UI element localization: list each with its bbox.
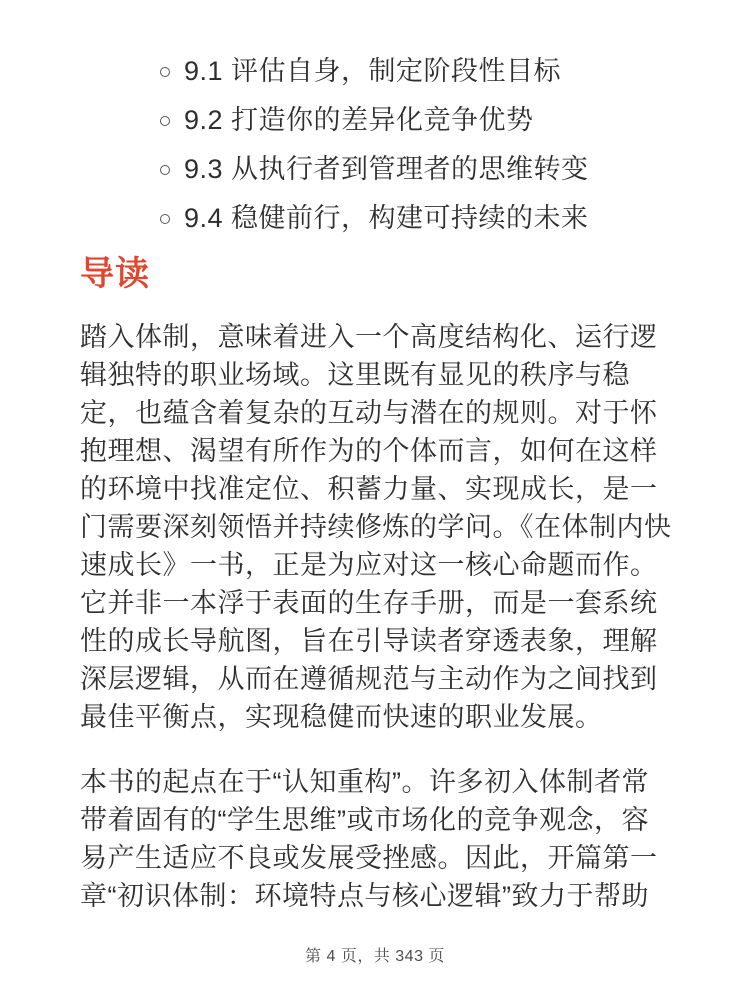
circle-bullet-icon — [160, 214, 170, 224]
toc-item-label: 9.1 评估自身，制定阶段性目标 — [184, 56, 562, 86]
section-heading: 导读 — [80, 255, 150, 293]
toc-item-label: 9.3 从执行者到管理者的思维转变 — [184, 154, 589, 184]
toc-list — [80, 52, 674, 237]
circle-bullet-icon — [160, 165, 170, 175]
toc-item-label: 9.4 稳健前行，构建可持续的未来 — [184, 203, 589, 233]
toc-item — [80, 150, 674, 188]
toc-item-label: 9.2 打造你的差异化竞争优势 — [184, 105, 534, 135]
toc-item — [80, 199, 674, 237]
page-content — [0, 52, 750, 915]
toc-item — [80, 52, 674, 90]
circle-bullet-icon — [160, 116, 170, 126]
page-footer — [0, 946, 750, 968]
body-paragraph: 本书的起点在于“认知重构”。许多初入体制者常带着固有的“学生思维”或市场化的竞争观念，容易产生适应不良或发展受挫感。因此，开篇第一章“初识体制：环境特点与核心逻辑”致力于帮助 — [80, 767, 658, 911]
page-number-indicator: 第 4 页，共 343 页 — [305, 948, 445, 965]
toc-item — [80, 101, 674, 139]
circle-bullet-icon — [160, 67, 170, 77]
body-paragraph: 踏入体制，意味着进入一个高度结构化、运行逻辑独特的职业场域。这里既有显见的秩序与稳定，也蕴含着复杂的互动与潜在的规则。对于怀抱理想、渴望有所作为的个体而言，如何在这样的环境中找准定位、积蓄力量、实现成长，是一门需要深刻领悟并持续修炼的学问。《在体制内快速成长》一书，正是为应对这一核心命题而作。它并非一本浮于表面的生存手册，而是一套系统性的成长导航图，旨在引导读者穿透表象，理解深层逻辑，从而在遵循规范与主动作为之间找到最佳平衡点，实现稳健而快速的职业发展。 — [80, 322, 672, 732]
